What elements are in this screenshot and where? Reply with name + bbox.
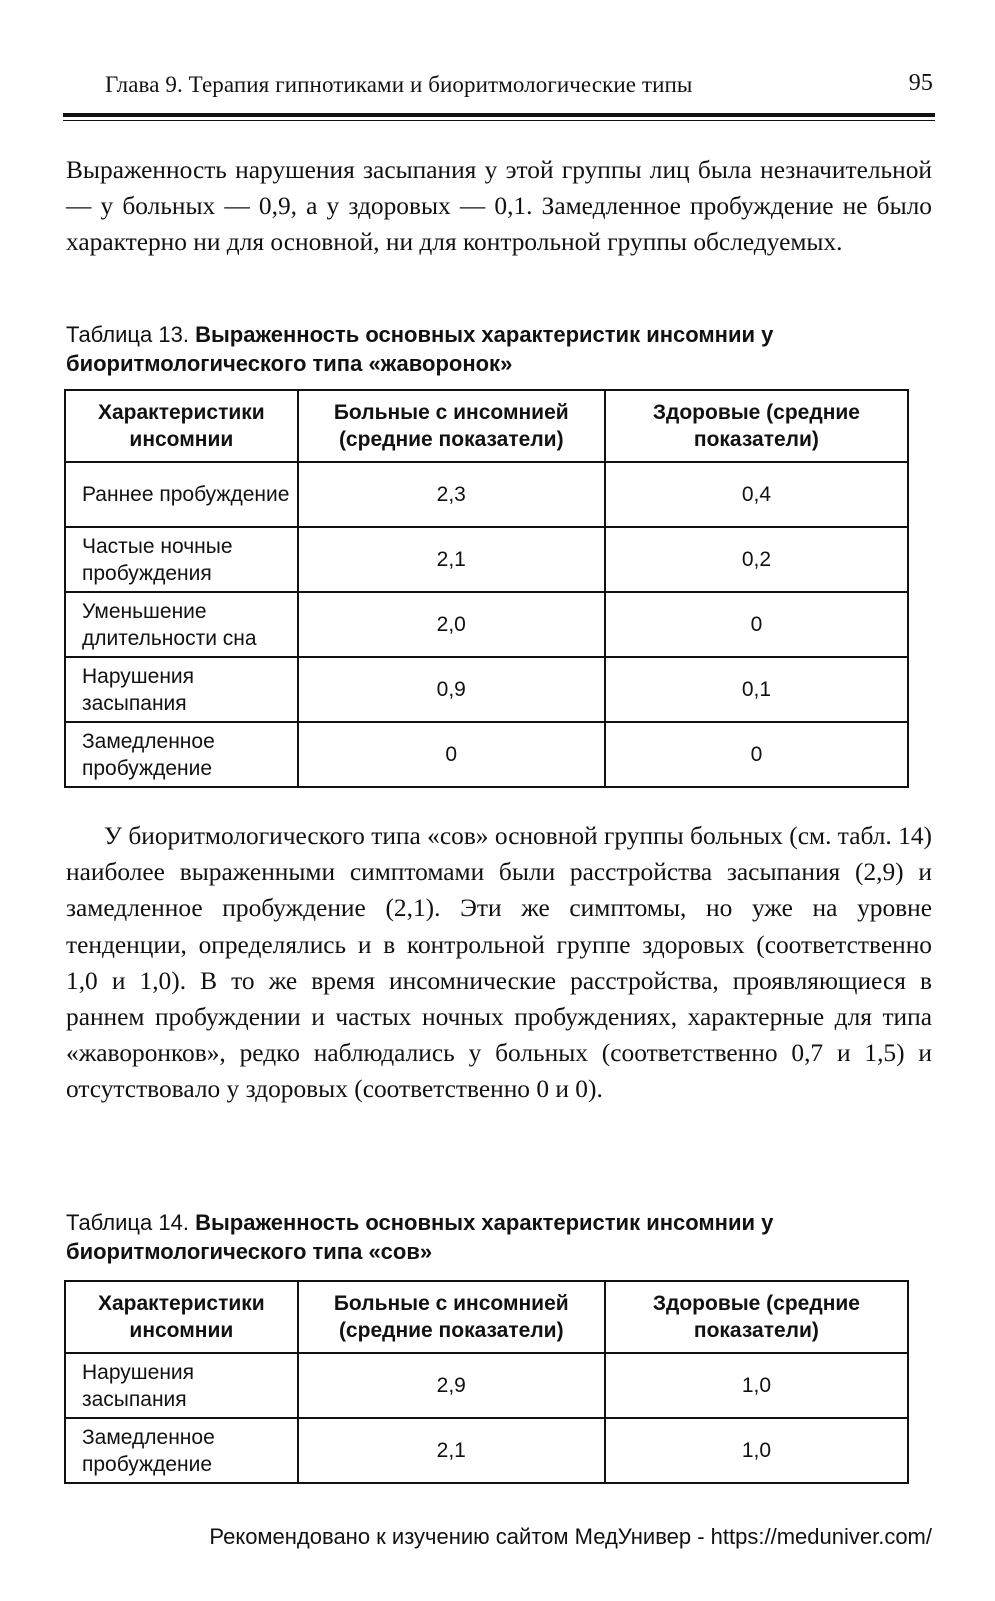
row-label: Уменьшение длительности сна [65,592,298,657]
running-header [105,68,933,108]
row-label: Замедленное пробуждение [65,722,298,787]
patients-value: 0 [298,722,605,787]
table-header-row [65,390,908,462]
table-14-caption [66,1208,932,1266]
header-healthy: Здоровые (средние показатели) [605,390,908,462]
healthy-value: 0,1 [605,657,908,722]
table-row [65,592,908,657]
patients-value: 2,1 [298,527,605,592]
table-row [65,722,908,787]
table-13-caption-title: Выраженность основных характеристик инсомнии у биоритмологического типа «жаворонок» [66,322,774,376]
page-number: 95 [908,70,933,96]
table-13-caption-label: Таблица 13. [66,322,189,347]
header-characteristics: Характеристики инсомнии [65,390,298,462]
footer-note: Рекомендовано к изучению сайтом МедУнивер - https://meduniver.com/ [209,1524,932,1549]
row-label: Нарушения засыпания [65,657,298,722]
table-13 [64,389,909,788]
table-14-caption-label: Таблица 14. [66,1210,189,1235]
table-row [65,527,908,592]
header-rule-thick [63,113,935,117]
row-label: Частые ночные пробуждения [65,527,298,592]
header-healthy: Здоровые (средние показатели) [605,1281,908,1353]
table-row [65,657,908,722]
row-label: Раннее пробуждение [65,462,298,527]
table-13-caption [66,320,932,378]
paragraph-owls: У биоритмологического типа «сов» основной группы больных (см. табл. 14) наиболее выраженными симптомами были расстройства засыпания (2,9) и замедленное пробуждение (2,1). Эти же симптомы, но уже на уровне тенденции, определялись и в контрольной группе здоровых (соответственно 1,0 и 1,0). В то же время инсомнические расстройства, проявляющиеся в раннем пробуждении и частых ночных пробуждениях, характерные для типа «жаворонков», редко наблюдались у больных (соответственно 0,7 и 1,5) и отсутствовало у здоровых (соответственно 0 и 0). [66,822,932,1104]
healthy-value: 0 [605,592,908,657]
table-header-row [65,1281,908,1353]
table-row [65,1418,908,1483]
header-characteristics: Характеристики инсомнии [65,1281,298,1353]
table-14 [64,1280,909,1484]
patients-value: 2,0 [298,592,605,657]
patients-value: 2,1 [298,1418,605,1483]
patients-value: 2,3 [298,462,605,527]
patients-value: 2,9 [298,1353,605,1418]
healthy-value: 0 [605,722,908,787]
header-patients: Больные с инсомнией (средние показатели) [298,1281,605,1353]
table-14-caption-title: Выраженность основных характеристик инсомнии у биоритмологического типа «сов» [66,1210,774,1264]
table-row [65,462,908,527]
table-row [65,1353,908,1418]
header-patients: Больные с инсомнией (средние показатели) [298,390,605,462]
chapter-title: Глава 9. Терапия гипнотиками и биоритмологические типы [105,72,693,97]
header-rule-thin [63,120,935,121]
healthy-value: 0,2 [605,527,908,592]
paragraph-intro: Выраженность нарушения засыпания у этой группы лиц была незначительной — у больных — 0,9, а у здоровых — 0,1. Замедленное пробуждение не было характерно ни для основной, ни для контрольной группы обследуемых. [66,156,932,257]
row-label: Нарушения засыпания [65,1353,298,1418]
healthy-value: 0,4 [605,462,908,527]
healthy-value: 1,0 [605,1353,908,1418]
healthy-value: 1,0 [605,1418,908,1483]
row-label: Замедленное пробуждение [65,1418,298,1483]
patients-value: 0,9 [298,657,605,722]
